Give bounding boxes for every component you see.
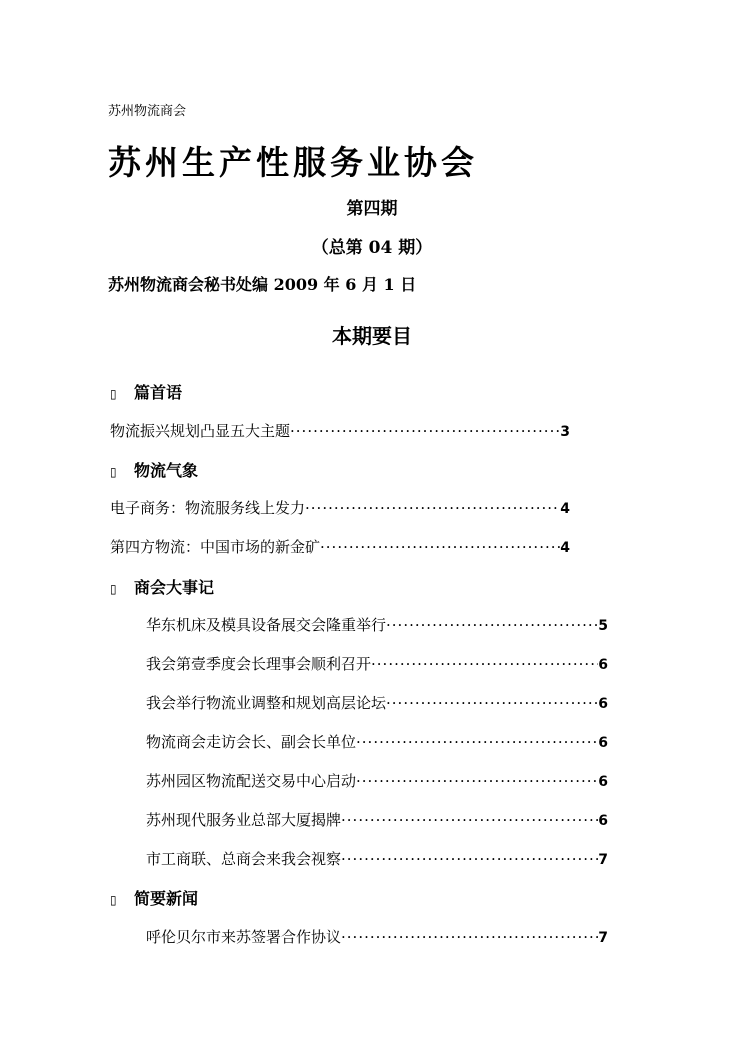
toc-section-heading xyxy=(110,886,198,909)
toc-section-heading xyxy=(110,575,214,598)
toc-entry-text: 华东机床及模具设备展交会隆重举行 xyxy=(146,616,387,634)
square-bullet-icon: ▯ xyxy=(110,893,117,907)
issue-number: 第四期 xyxy=(346,199,398,219)
toc-entry[interactable] xyxy=(146,848,608,869)
toc-entry[interactable] xyxy=(146,692,608,713)
section-label: 商会大事记 xyxy=(134,578,215,597)
square-bullet-icon: ▯ xyxy=(110,387,117,401)
toc-entry[interactable] xyxy=(146,770,608,791)
toc-entry[interactable] xyxy=(110,420,570,441)
toc-leader-dots xyxy=(386,616,598,634)
toc-entry-page: 7 xyxy=(598,930,608,946)
toc-entry-text: 我会第壹季度会长理事会顺利召开 xyxy=(146,655,372,673)
toc-entry-page: 6 xyxy=(598,774,608,790)
toc-entry[interactable] xyxy=(146,809,608,830)
toc-entry[interactable] xyxy=(146,614,608,635)
toc-title: 本期要目 xyxy=(332,324,412,348)
toc-entry[interactable] xyxy=(110,536,570,557)
toc-entry-text: 第四方物流：中国市场的新金矿 xyxy=(110,538,321,556)
toc-entry-text: 呼伦贝尔市来苏签署合作协议 xyxy=(146,928,342,946)
toc-leader-dots xyxy=(320,538,560,556)
toc-leader-dots xyxy=(341,850,598,868)
toc-leader-dots xyxy=(290,422,560,440)
toc-entry-page: 6 xyxy=(598,813,608,829)
toc-entry-page: 5 xyxy=(598,618,608,634)
toc-leader-dots xyxy=(371,655,598,673)
toc-leader-dots xyxy=(305,499,560,517)
toc-entry-page: 6 xyxy=(598,696,608,712)
toc-entry-page: 4 xyxy=(560,501,570,517)
section-label: 简要新闻 xyxy=(134,889,199,908)
toc-entry-page: 3 xyxy=(560,424,570,440)
toc-entry-page: 7 xyxy=(598,852,608,868)
toc-leader-dots xyxy=(356,733,598,751)
toc-entry[interactable] xyxy=(110,497,570,518)
square-bullet-icon: ▯ xyxy=(110,582,117,596)
toc-entry-text: 物流商会走访会长、副会长单位 xyxy=(146,733,357,751)
toc-entry[interactable] xyxy=(146,731,608,752)
header-org-name: 苏州物流商会 xyxy=(108,104,187,119)
toc-entry[interactable] xyxy=(146,926,608,947)
toc-entry-text: 市工商联、总商会来我会视察 xyxy=(146,850,342,868)
document-title: 苏州生产性服务业协会 xyxy=(108,143,478,182)
editor-line: 苏州物流商会秘书处编 2009 年 6 月 1 日 xyxy=(108,275,417,294)
toc-section-heading xyxy=(110,458,198,481)
toc-entry-text: 电子商务：物流服务线上发力 xyxy=(110,499,306,517)
toc-entry-text: 苏州现代服务业总部大厦揭牌 xyxy=(146,811,342,829)
toc-entry-page: 4 xyxy=(560,540,570,556)
square-bullet-icon: ▯ xyxy=(110,465,117,479)
toc-entry-page: 6 xyxy=(598,735,608,751)
section-label: 篇首语 xyxy=(134,383,183,402)
toc-leader-dots xyxy=(386,694,598,712)
toc-leader-dots xyxy=(356,772,598,790)
toc-entry-page: 6 xyxy=(598,657,608,673)
toc-entry[interactable] xyxy=(146,653,608,674)
toc-leader-dots xyxy=(341,811,598,829)
toc-leader-dots xyxy=(341,928,598,946)
toc-entry-text: 物流振兴规划凸显五大主题 xyxy=(110,422,291,440)
toc-entry-text: 苏州园区物流配送交易中心启动 xyxy=(146,772,357,790)
toc-section-heading xyxy=(110,380,182,403)
toc-entry-text: 我会举行物流业调整和规划高层论坛 xyxy=(146,694,387,712)
issue-total-number: （总第 04 期） xyxy=(311,238,433,258)
section-label: 物流气象 xyxy=(134,461,199,480)
